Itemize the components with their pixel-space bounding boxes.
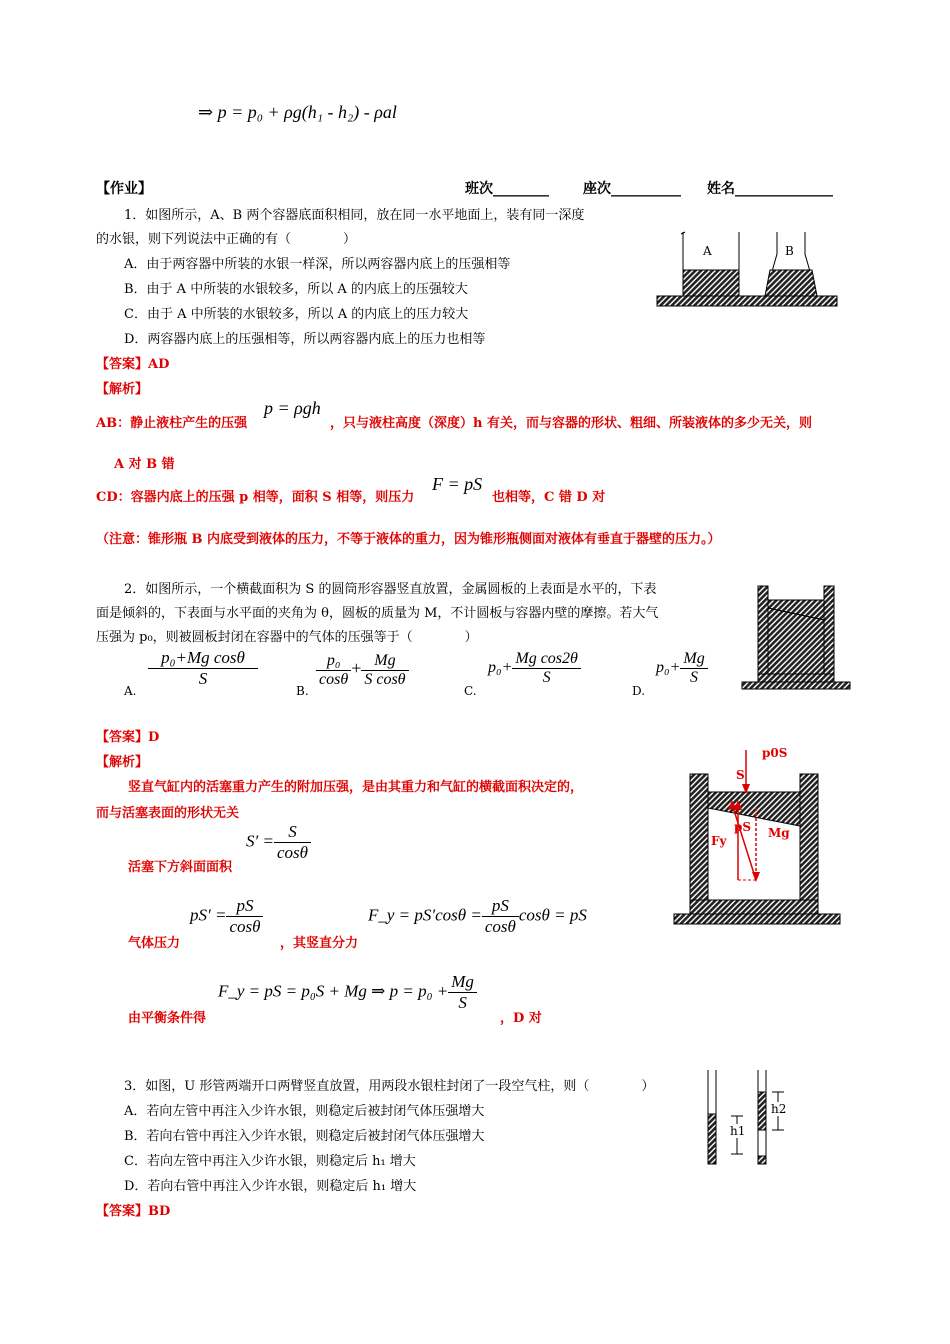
q2-option-c-formula: p₀+ $\frac{\text{Mg cos2θ}}{S}$ [488, 650, 581, 687]
q3-stem: 3．如图，U 形管两端开口两臂竖直放置，用两段水银柱封闭了一段空气柱，则（ ） [124, 1079, 655, 1094]
q2-gas-force-label: 气体压力 [128, 936, 181, 951]
name-label: 姓名______________ [707, 181, 833, 197]
q2-fig-p0s: p0S [762, 746, 788, 760]
q1-ab-line: AB：静止液柱产生的压强 [96, 416, 248, 431]
q3-option-b: B．若向右管中再注入少许水银，则稳定后被封闭气体压强增大 [124, 1129, 485, 1144]
q2-option-c-label: C. [464, 684, 477, 698]
q1-cd-formula: F = pS [432, 474, 483, 494]
q2-fig-fy: Fy [711, 834, 727, 848]
q2-stem-3: 压强为 p₀，则被圆板封闭在容器中的气体的压强等于（ ） [96, 630, 478, 645]
q2-exp-1: 竖直气缸内的活塞重力产生的附加压强，是由其重力和气缸的横截面积决定的， [128, 780, 584, 795]
homework-title: 【作业】 [96, 181, 152, 197]
q2-force-figure [672, 744, 844, 930]
q1-cd-line-tail: 也相等，C 错 D 对 [492, 490, 606, 505]
q1-answer: 【答案】AD [96, 357, 170, 372]
q2-option-a-label: A. [124, 684, 137, 698]
q1-fig-label-b: B [785, 244, 794, 258]
q2-analysis-title: 【解析】 [96, 755, 149, 770]
q2-answer: 【答案】D [96, 730, 160, 745]
q2-option-b-label: B. [296, 684, 309, 698]
q2-option-b-formula: $\frac{\text{p₀}}{\cos\theta}$ + $\frac{Mg}{\text{S cosθ}}$ [316, 652, 409, 689]
q3-fig-h1: h1 [730, 1124, 746, 1138]
q2-fig-mg: Mg [768, 826, 790, 840]
q1-option-d: D．两容器内底上的压强相等，所以两容器内底上的压力也相等 [124, 332, 486, 347]
q1-ab-line-tail: ，只与液柱高度（深度）h 有关，而与容器的形状、粗细、所装液体的多少无关，则 [330, 416, 812, 431]
q1-fig-label-a: A [703, 244, 712, 258]
q2-stem-1: 2．如图所示，一个横截面积为 S 的圆筒形容器竖直放置，金属圆板的上表面是水平的，下表 [124, 582, 657, 597]
q3-option-a: A．若向左管中再注入少许水银，则稳定后被封闭气体压强增大 [124, 1104, 485, 1119]
q1-analysis-title: 【解析】 [96, 382, 149, 397]
q2-fy-formula: F_y = pS′cosθ = $\frac{pS}{\cos\theta}$ cosθ = pS [368, 896, 587, 936]
q1-ab-conclusion: A 对 B 错 [114, 457, 175, 472]
top-formula: ⇒ p = p₀ + ρg(h₁ - h₂) - ρal [198, 102, 397, 122]
q2-balance-label: 由平衡条件得 [128, 1011, 207, 1026]
q1-option-b: B．由于 A 中所装的水银较多，所以 A 的内底上的压强较大 [124, 282, 468, 297]
q1-stem-2: 的水银，则下列说法中正确的有（ ） [96, 232, 357, 247]
q1-option-a: A．由于两容器中所装的水银一样深，所以两容器内底上的压强相等 [124, 257, 511, 272]
q2-vertical-label: ，其竖直分力 [280, 936, 359, 951]
q1-ab-formula: p = ρgh [264, 398, 321, 418]
q2-slope-area-label: 活塞下方斜面面积 [128, 860, 233, 875]
q3-fig-h2: h2 [771, 1102, 787, 1116]
q1-option-c: C．由于 A 中所装的水银较多，所以 A 的内底上的压力较大 [124, 307, 469, 322]
q3-answer: 【答案】BD [96, 1204, 171, 1219]
q2-option-d-label: D. [632, 684, 646, 698]
q2-exp-2: 而与活塞表面的形状无关 [96, 806, 240, 821]
q3-option-d: D．若向右管中再注入少许水银，则稳定后 h₁ 增大 [124, 1179, 417, 1194]
q2-fig-s: S [736, 768, 745, 782]
q2-gas-force-formula: pS′ = $\frac{pS}{\cos\theta}$ [190, 896, 263, 937]
class-label: 班次________ [465, 181, 549, 197]
q2-balance-formula: F_y = pS = p₀S + Mg ⇒ p = p₀ + $\frac{Mg}{S}$ [218, 972, 477, 1013]
q2-cylinder-figure [740, 584, 852, 692]
q2-s-prime-formula: S′ = $\frac{S}{\cos\theta}$ [246, 822, 311, 863]
q3-option-c: C．若向左管中再注入少许水银，则稳定后 h₁ 增大 [124, 1154, 416, 1169]
q2-d-correct: ，D 对 [500, 1011, 542, 1026]
q2-option-d-formula: p₀+ $\frac{Mg}{S}$ [656, 650, 708, 687]
q1-stem-1: 1．如图所示，A、B 两个容器底面积相同，放在同一水平地面上，装有同一深度 [124, 208, 585, 223]
q1-cd-line: CD：容器内底上的压强 p 相等，面积 S 相等，则压力 [96, 490, 415, 505]
q2-option-a-formula: $\frac{\text{p₀+Mg cosθ}}{S}$ [148, 648, 258, 689]
q1-containers-figure [655, 230, 840, 308]
q2-fig-ps: pS [734, 820, 752, 834]
q1-note: （注意：锥形瓶 B 内底受到液体的压力，不等于液体的重力，因为锥形瓶侧面对液体有垂直于器壁的压力。） [96, 532, 721, 547]
q2-stem-2: 面是倾斜的，下表面与水平面的夹角为 θ，圆板的质量为 M，不计圆板与容器内壁的摩擦。若大气 [96, 606, 659, 621]
q3-u-tube-figure [700, 1068, 796, 1168]
seat-label: 座次__________ [583, 181, 681, 197]
